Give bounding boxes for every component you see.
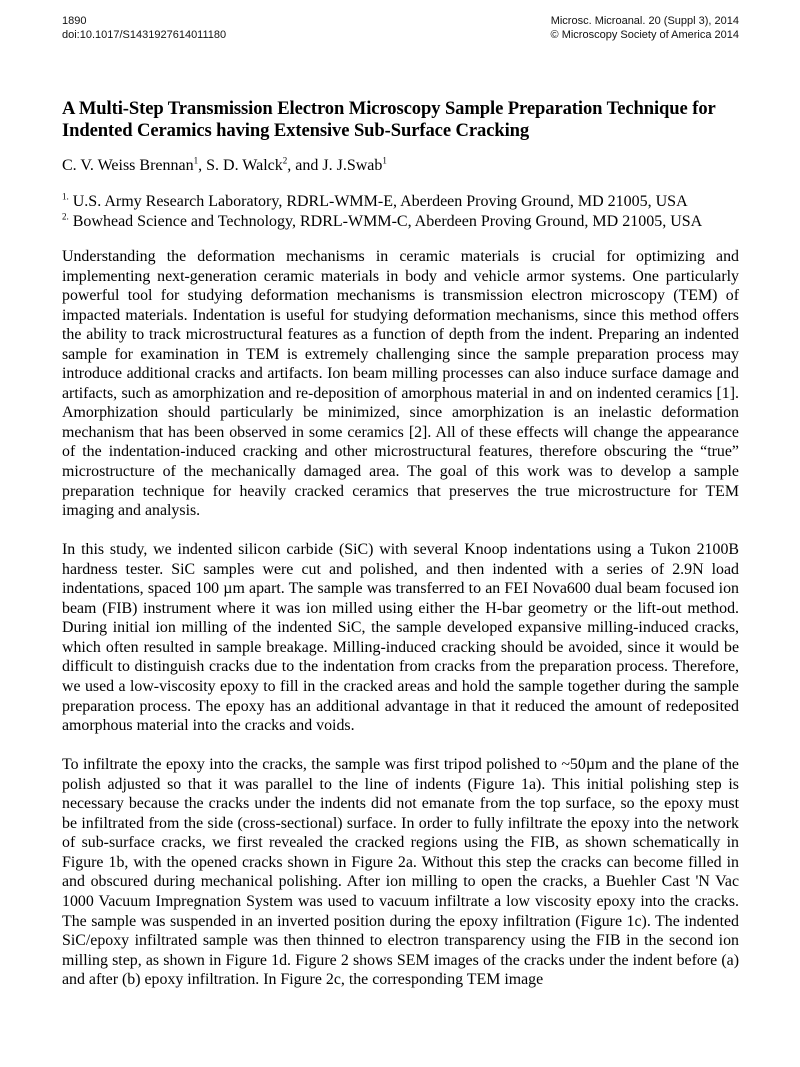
affiliations xyxy=(62,192,739,232)
paragraph-introduction: Understanding the deformation mechanisms in ceramic materials is crucial for optimizing and implementing next-generation ceramic materials in body and vehicle armor systems. One particularly powerful tool for studying deformation mechanisms is transmission electron microscopy (TEM) of impacted materials. Indentation is useful for studying deformation mechanisms, since this method offers the ability to track microstructural features as a function of depth from the indent. Preparing an indented sample for examination in TEM is extremely challenging since the sample preparation process may introduce additional cracks and artifacts. Ion beam milling processes can also induce surface damage and artifacts, such as amorphization and re-deposition of amorphous material in and on indented ceramics [1]. Amorphization should particularly be minimized, since amorphization is an inelastic deformation mechanism that has been observed in some ceramics [2]. All of these effects will change the appearance of the indentation-induced cracking and other microstructural features, therefore obscuring the “true” microstructure of the mechanically damaged area. The goal of this work was to develop a sample preparation technique for heavily cracked ceramics that preserves the true microstructure for TEM imaging and analysis. xyxy=(62,248,739,520)
running-header-right xyxy=(551,14,739,42)
paragraph-methods: In this study, we indented silicon carbide (SiC) with several Knoop indentations using a Tukon 2100B hardness tester. SiC samples were cut and polished, and then indented with a series of 2.9N load indentations, spaced 100 µm apart. The sample was transferred to an FEI Nova600 dual beam focused ion beam (FIB) instrument where it was ion milled using either the H-bar geometry or the lift-out method. During initial ion milling of the indented SiC, the sample developed expansive milling-induced cracks, which often resulted in sample breakage. Milling-induced cracking should be avoided, since it would be difficult to distinguish cracks due to the indentation from cracks from the preparation process. Therefore, we used a low-viscosity epoxy to fill in the cracked areas and hold the sample together during the sample preparation process. The epoxy has an additional advantage in that it reduced the amount of redeposited amorphous material into the cracks and voids. xyxy=(62,541,739,735)
author-separator: , xyxy=(198,157,207,174)
paper-title: A Multi-Step Transmission Electron Microscopy Sample Preparation Technique for Indented Ceramics having Extensive Sub-Surface Cracking xyxy=(62,98,716,141)
author-separator: , and xyxy=(287,157,323,174)
affiliation-text: U.S. Army Research Laboratory, RDRL-WMM-E, Aberdeen Proving Ground, MD 21005, USA xyxy=(68,193,688,210)
journal-citation: Microsc. Microanal. 20 (Suppl 3), 2014 xyxy=(550,15,739,27)
copyright: © Microscopy Society of America 2014 xyxy=(550,29,739,41)
affiliation xyxy=(62,192,739,212)
author-name: S. D. Walck xyxy=(206,157,283,174)
article-body xyxy=(62,98,739,990)
affiliation-marker: 1. xyxy=(62,191,69,202)
author-affil-marker: 1 xyxy=(382,155,387,166)
affiliation-text: Bowhead Science and Technology, RDRL-WMM-C, Aberdeen Proving Ground, MD 21005, USA xyxy=(68,213,703,230)
author-list xyxy=(62,156,739,176)
author-name: C. V. Weiss Brennan xyxy=(62,157,194,174)
doi: doi:10.1017/S1431927614011180 xyxy=(62,29,227,41)
paragraph-epoxy-infiltration: To infiltrate the epoxy into the cracks, the sample was first tripod polished to ~50µm and the plane of the polish adjusted so that it was parallel to the line of indents (Figure 1a). This initial polishing step is necessary because the cracks under the indents did not emanate from the top surface, so the epoxy must be infiltrated from the side (cross-sectional) surface. In order to fully infiltrate the epoxy into the network of sub-surface cracks, we first revealed the cracked regions using the FIB, as shown schematically in Figure 1b, with the opened cracks shown in Figure 2a. Without this step the cracks can become filled in and obscured during mechanical polishing. After ion milling to open the cracks, a Buehler Cast 'N Vac 1000 Vacuum Impregnation System was used to vacuum infiltrate a low viscosity epoxy into the cracks. The sample was suspended in an inverted position during the epoxy infiltration (Figure 1c). The indented SiC/epoxy infiltrated sample was then thinned to electron transparency using the FIB in the second ion milling step, as shown in Figure 1d. Figure 2 shows SEM images of the cracks under the indent before (a) and after (b) epoxy infiltration. In Figure 2c, the corresponding TEM image xyxy=(62,756,739,989)
author-name: J. J.Swab xyxy=(322,157,383,174)
affiliation xyxy=(62,212,739,232)
author-affil-marker: 2 xyxy=(282,155,288,166)
page-number: 1890 xyxy=(62,15,87,27)
author-affil-marker: 1 xyxy=(193,155,199,166)
running-header-left xyxy=(62,14,226,42)
affiliation-marker: 2. xyxy=(62,211,69,222)
